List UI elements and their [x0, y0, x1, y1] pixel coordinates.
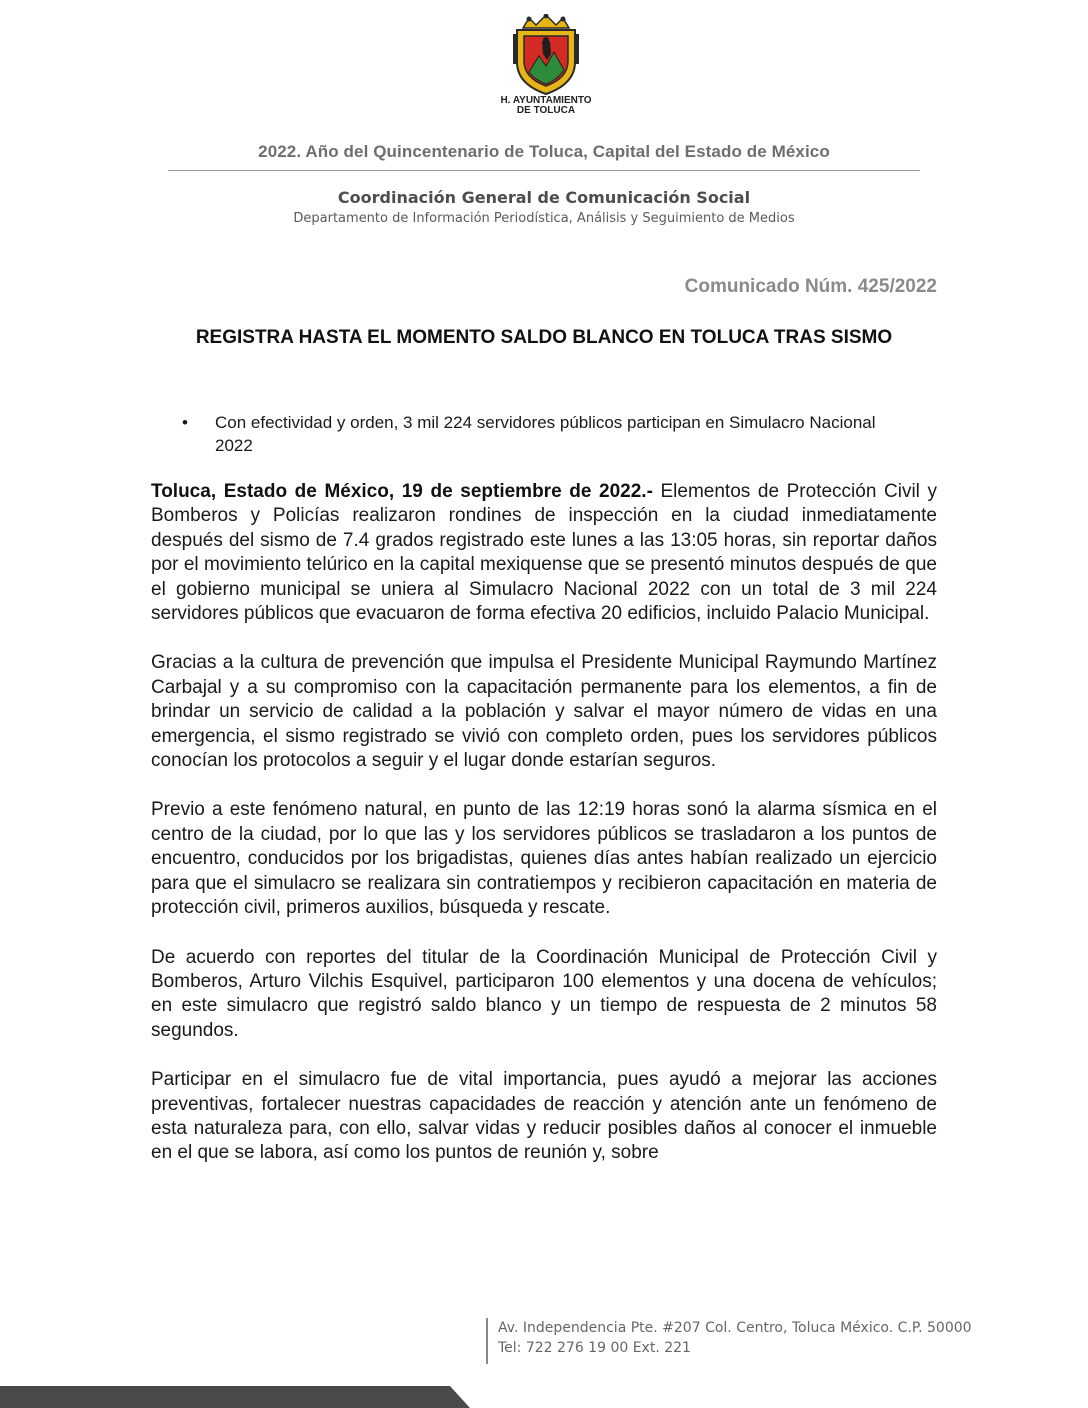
article-body	[151, 480, 937, 1191]
paragraph-1-text: Elementos de Protección Civil y Bomberos y Policías realizaron rondines de inspección en la ciudad inmediatamente después del sismo de 7.4 grados registrado este lunes a las 13:05 horas, sin reportar daños por el movimiento telúrico en la capital mexiquense que se presentó minutos después de que el gobierno municipal se uniera al Simulacro Nacional 2022 con un total de 3 mil 224 servidores públicos que evacuaron de forma efectiva 20 edificios, incluido Palacio Municipal.	[151, 481, 937, 625]
coat-of-arms-icon	[509, 14, 583, 96]
footer-divider	[486, 1318, 488, 1364]
logo-caption-line1: H. AYUNTAMIENTO	[500, 95, 592, 106]
paragraph-3: Previo a este fenómeno natural, en punto de las 12:19 horas sonó la alarma sísmica en el centro de la ciudad, por lo que las y los servidores públicos se trasladaron a los puntos de encuentro, conducidos por los brigadistas, quienes días antes habían realizado un ejercicio para que el simulacro se realizara sin contratiempos y recibieron capacitación en materia de protección civil, primeros auxilios, búsqueda y rescate.	[151, 799, 937, 919]
summary-bullet-text: Con efectividad y orden, 3 mil 224 servidores públicos participan en Simulacro Nacional 2022	[215, 413, 876, 455]
footer-phone: Tel: 722 276 19 00 Ext. 221	[498, 1340, 691, 1356]
department-subtitle: Departamento de Información Periodística, Análisis y Seguimiento de Medios	[293, 211, 795, 226]
paragraph-1	[151, 480, 937, 626]
summary-bullet	[178, 411, 898, 457]
dateline: Toluca, Estado de México, 19 de septiembre de 2022.-	[151, 481, 653, 502]
logo-caption-line2: DE TOLUCA	[516, 105, 576, 116]
comunicado-number: Comunicado Núm. 425/2022	[684, 276, 937, 297]
footer-decorative-bar	[0, 1386, 470, 1408]
summary-bullets	[178, 411, 898, 457]
press-release-headline: REGISTRA HASTA EL MOMENTO SALDO BLANCO EN TOLUCA TRAS SISMO	[195, 327, 893, 348]
bullet-icon: •	[182, 413, 188, 432]
year-banner: 2022. Año del Quincentenario de Toluca, Capital del Estado de México	[258, 142, 830, 161]
paragraph-5: Participar en el simulacro fue de vital importancia, pues ayudó a mejorar las acciones preventivas, fortalecer nuestras capacidades de reacción y atención ante un fenómeno de esta naturaleza para, con ello, salvar vidas y reducir posibles daños al conocer el inmueble en el que se labora, así como los puntos de reunión y, sobre	[151, 1069, 937, 1164]
footer-address: Av. Independencia Pte. #207 Col. Centro, Toluca México. C.P. 50000	[498, 1320, 972, 1336]
paragraph-4: De acuerdo con reportes del titular de la Coordinación Municipal de Protección Civil y Bomberos, Arturo Vilchis Esquivel, participaron 100 elementos y una docena de vehículos; en este simulacro que registró saldo blanco y un tiempo de respuesta de 2 minutos 58 segundos.	[151, 946, 937, 1041]
logo-caption	[496, 96, 596, 116]
department-title: Coordinación General de Comunicación Social	[337, 188, 751, 207]
header-divider	[168, 170, 920, 171]
paragraph-2: Gracias a la cultura de prevención que impulsa el Presidente Municipal Raymundo Martínez Carbajal y a su compromiso con la capacitación permanente para los elementos, a fin de brindar un servicio de calidad a la población y salvar el mayor número de vidas en una emergencia, el sismo registrado se vivió con completo orden, pues los servidores públicos conocían los protocolos a seguir y el lugar donde estarían seguros.	[151, 652, 937, 772]
municipal-logo	[496, 14, 596, 122]
